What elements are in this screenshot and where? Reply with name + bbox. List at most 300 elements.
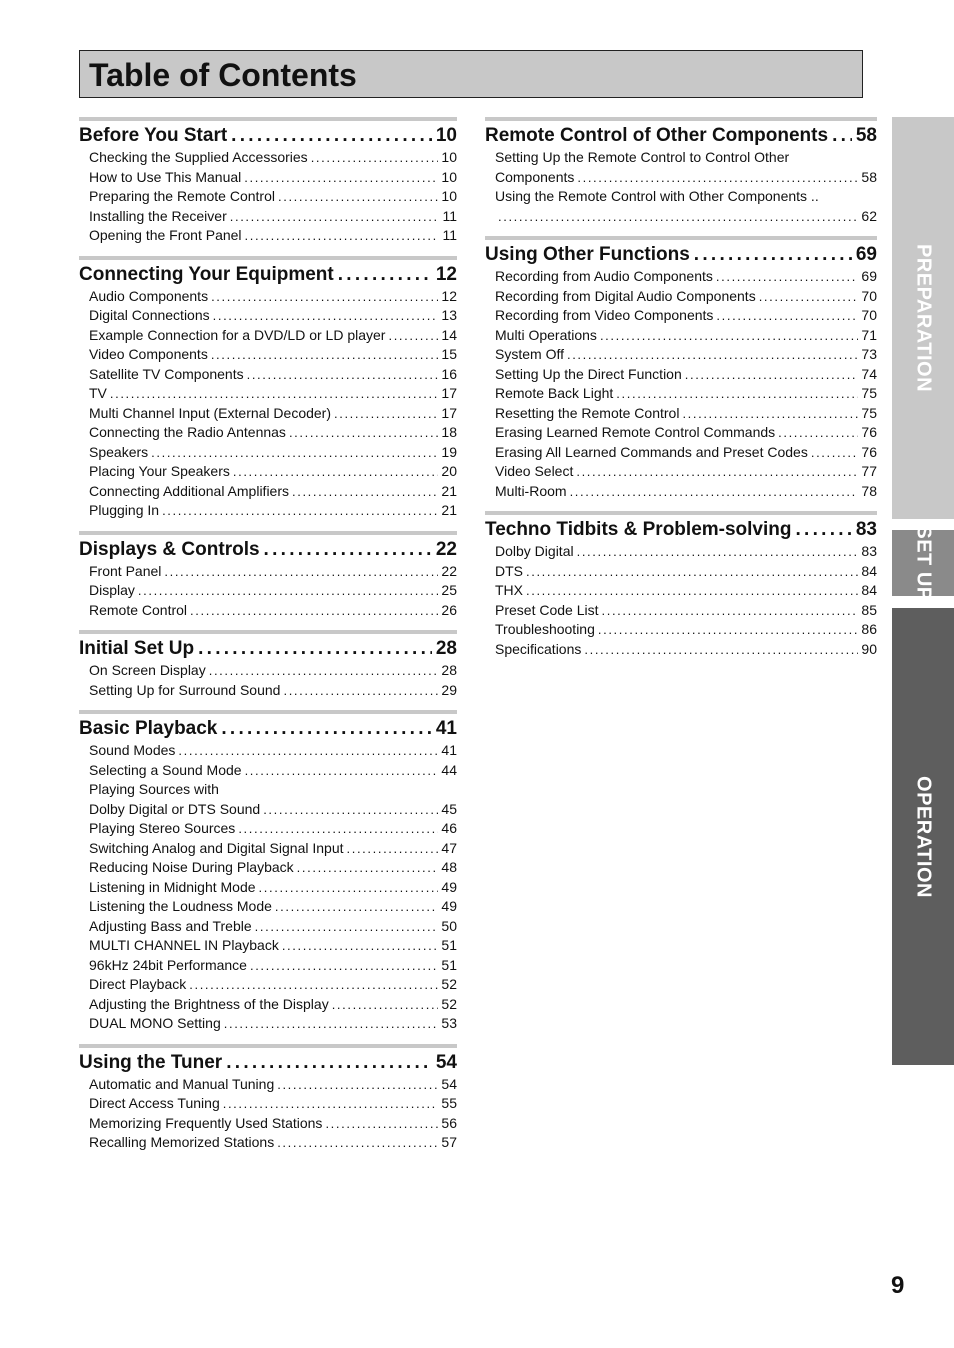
entry-page: 17 [441, 385, 457, 401]
toc-entry[interactable] [89, 345, 457, 365]
entry-title: Using the Remote Control with Other Components .. [495, 188, 819, 204]
dot-leader [263, 800, 438, 820]
dot-leader [577, 542, 859, 562]
toc-entry[interactable] [89, 287, 457, 307]
entry-page: 16 [441, 365, 457, 382]
dot-leader [151, 443, 438, 463]
toc-entry[interactable] [495, 620, 877, 640]
toc-entry[interactable] [89, 917, 457, 937]
section-page: 22 [435, 538, 457, 560]
toc-left-column [79, 117, 457, 1163]
entry-title: Recording from Digital Audio Components [495, 287, 756, 304]
section-page: 10 [435, 125, 457, 146]
entry-title: Playing Stereo Sources [89, 820, 236, 836]
dot-leader [292, 482, 438, 502]
toc-entry[interactable] [495, 326, 877, 346]
toc-entry[interactable] [89, 404, 457, 424]
dot-leader [162, 501, 438, 521]
page-title: Table of Contents [89, 57, 357, 93]
dot-leader [325, 1114, 438, 1134]
dot-leader [245, 226, 440, 246]
toc-entry[interactable] [495, 640, 877, 660]
section-heading[interactable] [485, 518, 877, 542]
entry-page: 51 [441, 956, 457, 973]
section-rule [485, 236, 877, 240]
dot-leader [226, 1051, 432, 1075]
dot-leader [231, 124, 432, 148]
dot-leader [526, 562, 858, 582]
entry-title: System Off [495, 346, 564, 362]
entry-title: Recording from Audio Components [495, 268, 713, 284]
entry-title: Satellite TV Components [89, 365, 244, 382]
toc-entry[interactable] [89, 462, 457, 482]
dot-leader [244, 168, 438, 188]
entry-title: Setting Up the Remote Control to Control Other [495, 149, 790, 165]
toc-entry[interactable] [89, 148, 457, 168]
entry-title: Video Components [89, 346, 208, 362]
section-title: Displays & Controls [79, 538, 260, 560]
dot-leader [584, 640, 858, 660]
section-heading[interactable] [79, 637, 457, 661]
dot-leader [264, 538, 432, 562]
toc-entry[interactable] [89, 839, 457, 859]
toc-entry[interactable] [89, 365, 457, 385]
entry-title: Checking the Supplied Accessories [89, 149, 308, 165]
entry-title: Speakers [89, 443, 149, 460]
section-entries [79, 148, 457, 246]
entry-title: Connecting the Radio Antennas [89, 424, 286, 440]
dot-leader [332, 995, 439, 1015]
entry-page: 70 [861, 307, 877, 323]
toc-entry[interactable] [89, 995, 457, 1015]
tab-preparation[interactable] [892, 117, 954, 519]
section-title: Before You Start [79, 125, 228, 146]
toc-entry[interactable] [89, 681, 457, 701]
entry-page: 44 [441, 761, 457, 778]
entry-page: 47 [441, 839, 457, 856]
toc-entry[interactable] [495, 542, 877, 562]
toc-entry[interactable] [89, 741, 457, 761]
entry-title: TV [89, 385, 107, 401]
toc-entry[interactable] [89, 897, 457, 917]
toc-entry[interactable] [495, 306, 877, 326]
entry-page: 51 [441, 937, 457, 953]
section-entries [485, 148, 877, 226]
section-heading[interactable] [79, 263, 457, 287]
entry-title: Recording from Video Components [495, 307, 714, 323]
toc-entry[interactable] [89, 780, 457, 800]
section-page: 58 [855, 125, 877, 146]
toc-entry[interactable] [89, 306, 457, 326]
section-page: 12 [435, 263, 457, 285]
section-heading[interactable] [485, 124, 877, 148]
entry-title: Example Connection for a DVD/LD or LD player [89, 326, 386, 343]
entry-page: 75 [861, 404, 877, 421]
section-title: Connecting Your Equipment [79, 263, 334, 285]
toc-entry[interactable] [495, 168, 877, 188]
section-page: 54 [435, 1051, 457, 1073]
entry-page: 90 [861, 640, 877, 657]
toc-entry[interactable] [495, 482, 877, 502]
title-banner [79, 50, 863, 98]
toc-entry[interactable] [89, 581, 457, 601]
dot-leader [600, 326, 858, 346]
entry-title: Dolby Digital or DTS Sound [89, 800, 261, 817]
dot-leader [198, 637, 432, 661]
entry-title: Troubleshooting [495, 621, 595, 637]
entry-page: 45 [441, 800, 457, 817]
entry-page: 26 [441, 601, 457, 618]
toc-entry[interactable] [495, 423, 877, 443]
entry-page: 85 [861, 601, 877, 618]
entry-page: 10 [441, 168, 457, 185]
entry-title: Display [89, 582, 135, 598]
section-entries [485, 267, 877, 501]
entry-title: Resetting the Remote Control [495, 404, 680, 421]
entry-page: 75 [861, 385, 877, 401]
toc-entry[interactable] [495, 345, 877, 365]
dot-leader [223, 1094, 439, 1114]
entry-page: 22 [441, 562, 457, 579]
entry-page: 20 [441, 463, 457, 479]
entry-title: DTS [495, 562, 523, 579]
section-heading[interactable] [79, 717, 457, 741]
dot-leader [577, 168, 858, 188]
entry-page: 50 [441, 917, 457, 934]
tab-setup[interactable] [892, 525, 954, 601]
section-title: Using Other Functions [485, 244, 690, 265]
dot-leader [311, 148, 439, 168]
toc-entry[interactable] [495, 443, 877, 463]
entry-title: DUAL MONO Setting [89, 1015, 221, 1031]
entry-title: Listening in Midnight Mode [89, 878, 256, 895]
section-entries [79, 661, 457, 700]
dot-leader [190, 601, 438, 621]
toc-entry[interactable] [89, 936, 457, 956]
section-rule [79, 710, 457, 714]
dot-leader [388, 326, 438, 346]
dot-leader [567, 345, 858, 365]
entry-page: 49 [441, 898, 457, 914]
entry-page: 74 [861, 365, 877, 382]
section-entries [79, 287, 457, 521]
dot-leader [259, 878, 439, 898]
dot-leader [282, 936, 439, 956]
entry-title: Memorizing Frequently Used Stations [89, 1114, 323, 1131]
toc-entry[interactable] [495, 187, 877, 207]
toc-entry[interactable] [89, 975, 457, 995]
dot-leader [526, 581, 858, 601]
section-rule [79, 531, 457, 535]
dot-leader [602, 601, 859, 621]
toc-entry[interactable] [89, 878, 457, 898]
entry-page: 54 [441, 1075, 457, 1092]
dot-leader [796, 518, 852, 542]
dot-leader [278, 187, 438, 207]
section-heading[interactable] [79, 538, 457, 562]
entry-page: 10 [441, 188, 457, 204]
toc-entry[interactable] [89, 1014, 457, 1034]
dot-leader [211, 345, 439, 365]
entry-title: THX [495, 582, 523, 598]
entry-page: 69 [861, 268, 877, 284]
entry-page: 73 [861, 346, 877, 362]
dot-leader [759, 287, 859, 307]
toc-entry[interactable] [89, 226, 457, 246]
dot-leader [576, 462, 858, 482]
dot-leader [224, 1014, 439, 1034]
entry-page: 58 [861, 168, 877, 185]
dot-leader [238, 819, 438, 839]
toc-entry[interactable] [89, 501, 457, 521]
toc-entry[interactable] [89, 482, 457, 502]
tab-preparation-label: PREPARATION [912, 243, 935, 393]
toc-entry[interactable] [89, 187, 457, 207]
section-rule [79, 256, 457, 260]
dot-leader [682, 404, 858, 424]
toc-entry[interactable] [495, 601, 877, 621]
section-entries [79, 562, 457, 621]
entry-page: 29 [441, 681, 457, 698]
toc-entry[interactable] [89, 168, 457, 188]
toc-entry[interactable] [89, 562, 457, 582]
section-rule [79, 117, 457, 121]
toc-right-column [485, 117, 877, 669]
entry-page: 52 [441, 976, 457, 992]
dot-leader [598, 620, 859, 640]
toc-entry[interactable] [89, 761, 457, 781]
toc-entry[interactable] [89, 384, 457, 404]
toc-section [79, 630, 457, 700]
toc-entry[interactable] [495, 287, 877, 307]
entry-title: Preparing the Remote Control [89, 188, 275, 204]
section-heading[interactable] [79, 124, 457, 148]
entry-page: 86 [861, 621, 877, 637]
entry-title: Dolby Digital [495, 543, 574, 559]
entry-title: Video Select [495, 463, 574, 479]
entry-page: 13 [441, 307, 457, 323]
entry-title: Erasing All Learned Commands and Preset Codes [495, 443, 808, 460]
dot-leader [178, 741, 438, 761]
dot-leader [110, 384, 439, 404]
dot-leader [233, 462, 439, 482]
tab-setup-label: SET UP [912, 525, 935, 601]
entry-title: Automatic and Manual Tuning [89, 1075, 275, 1092]
section-title: Remote Control of Other Components [485, 125, 829, 146]
dot-leader [716, 306, 858, 326]
entry-title: Front Panel [89, 562, 162, 579]
section-rule [485, 117, 877, 121]
dot-leader [685, 365, 859, 385]
dot-leader [347, 839, 439, 859]
entry-title: Recalling Memorized Stations [89, 1134, 275, 1150]
toc-entry[interactable] [89, 1133, 457, 1153]
entry-title: Setting Up for Surround Sound [89, 681, 281, 698]
tab-operation[interactable] [892, 608, 954, 1065]
dot-leader [832, 124, 852, 148]
entry-title: On Screen Display [89, 662, 206, 678]
entry-page: 49 [441, 878, 457, 895]
entry-page: 21 [441, 482, 457, 499]
dot-leader [230, 207, 440, 227]
dot-leader [211, 287, 438, 307]
section-title: Techno Tidbits & Problem-solving [485, 519, 792, 540]
entry-title: 96kHz 24bit Performance [89, 956, 247, 973]
toc-entry[interactable] [89, 207, 457, 227]
dot-leader [277, 1133, 438, 1153]
entry-title: MULTI CHANNEL IN Playback [89, 937, 279, 953]
section-title: Using the Tuner [79, 1051, 223, 1073]
toc-section [79, 117, 457, 246]
entry-title: Listening the Loudness Mode [89, 898, 272, 914]
toc-entry[interactable] [89, 1094, 457, 1114]
entry-title: Preset Code List [495, 601, 599, 618]
toc-entry[interactable] [89, 601, 457, 621]
section-title: Basic Playback [79, 718, 218, 739]
entry-page: 77 [861, 463, 877, 479]
dot-leader [297, 858, 439, 878]
entry-title: Multi Channel Input (External Decoder) [89, 404, 332, 421]
entry-page: 84 [861, 582, 877, 598]
entry-title: Setting Up the Direct Function [495, 365, 682, 382]
dot-leader [221, 717, 431, 741]
dot-leader [138, 581, 439, 601]
dot-leader [570, 482, 859, 502]
entry-page: 84 [861, 562, 877, 579]
entry-title: Remote Control [89, 601, 188, 618]
dot-leader [289, 423, 438, 443]
entry-title: Placing Your Speakers [89, 463, 230, 479]
entry-title: Multi-Room [495, 482, 567, 499]
entry-page: 14 [441, 326, 457, 343]
entry-page: 48 [441, 859, 457, 875]
dot-leader [498, 207, 858, 227]
dot-leader [250, 956, 438, 976]
section-rule [79, 630, 457, 634]
dot-leader [245, 761, 439, 781]
toc-entry[interactable] [495, 581, 877, 601]
section-heading[interactable] [79, 1051, 457, 1075]
toc-section [485, 236, 877, 501]
dot-leader [213, 306, 439, 326]
dot-leader [277, 1075, 438, 1095]
entry-title: Specifications [495, 640, 582, 657]
entry-title: Components [495, 168, 575, 185]
section-page: 28 [435, 638, 457, 659]
dot-leader [694, 243, 852, 267]
entry-title: Erasing Learned Remote Control Commands [495, 424, 776, 440]
tab-operation-label: OPERATION [912, 775, 935, 898]
entry-page: 10 [441, 149, 457, 165]
entry-page: 78 [861, 482, 877, 499]
toc-entry[interactable] [89, 800, 457, 820]
toc-entry[interactable] [89, 443, 457, 463]
dot-leader [334, 404, 438, 424]
entry-page: 11 [442, 207, 457, 224]
toc-entry[interactable] [495, 267, 877, 287]
entry-title: Switching Analog and Digital Signal Input [89, 839, 344, 856]
toc-entry[interactable] [89, 858, 457, 878]
entry-title: Digital Connections [89, 307, 210, 323]
entry-page: 25 [441, 582, 457, 598]
toc-section [79, 1044, 457, 1153]
toc-section [485, 511, 877, 659]
toc-entry[interactable] [89, 956, 457, 976]
page-number: 9 [891, 1272, 905, 1299]
toc-entry[interactable] [89, 819, 457, 839]
toc-entry[interactable] [495, 207, 877, 227]
entry-title: Adjusting Bass and Treble [89, 917, 252, 934]
entry-title: Adjusting the Brightness of the Display [89, 995, 329, 1012]
toc-section [485, 117, 877, 226]
toc-section [79, 256, 457, 521]
entry-title: Multi Operations [495, 326, 597, 343]
dot-leader [616, 384, 858, 404]
entry-page: 62 [861, 207, 877, 224]
dot-leader [716, 267, 859, 287]
entry-page: 28 [441, 662, 457, 678]
dot-leader [255, 917, 439, 937]
toc-entry[interactable] [89, 1075, 457, 1095]
entry-page: 57 [441, 1134, 457, 1150]
entry-page: 11 [442, 227, 457, 243]
toc-entry[interactable] [89, 661, 457, 681]
section-page: 69 [855, 244, 877, 265]
entry-title: Audio Components [89, 287, 209, 304]
entry-page: 18 [441, 424, 457, 440]
dot-leader [778, 423, 858, 443]
entry-page: 76 [861, 443, 877, 460]
section-rule [79, 1044, 457, 1048]
entry-page: 55 [441, 1095, 457, 1111]
dot-leader [283, 681, 438, 701]
toc-entry[interactable] [495, 562, 877, 582]
section-entries [79, 1075, 457, 1153]
entry-page: 19 [441, 443, 457, 460]
entry-title: How to Use This Manual [89, 168, 242, 185]
toc-entry[interactable] [495, 404, 877, 424]
entry-title: Direct Playback [89, 976, 187, 992]
entry-title: Playing Sources with [89, 781, 219, 797]
dot-leader [338, 263, 432, 287]
toc-entry[interactable] [89, 326, 457, 346]
dot-leader [811, 443, 859, 463]
toc-entry[interactable] [495, 462, 877, 482]
dot-leader [275, 897, 439, 917]
entry-page: 46 [441, 820, 457, 836]
entry-title: Opening the Front Panel [89, 227, 242, 243]
section-heading[interactable] [485, 243, 877, 267]
section-title: Initial Set Up [79, 638, 195, 659]
toc-entry[interactable] [89, 423, 457, 443]
section-entries [485, 542, 877, 659]
toc-entry[interactable] [495, 148, 877, 168]
entry-page: 41 [441, 742, 457, 758]
entry-page: 76 [861, 424, 877, 440]
toc-entry[interactable] [495, 384, 877, 404]
entry-title: Direct Access Tuning [89, 1095, 220, 1111]
entry-page: 17 [441, 404, 457, 421]
section-page: 41 [435, 718, 457, 739]
entry-title: Reducing Noise During Playback [89, 859, 294, 875]
toc-entry[interactable] [495, 365, 877, 385]
entry-page: 12 [441, 287, 457, 304]
toc-section [79, 710, 457, 1034]
entry-page: 56 [441, 1114, 457, 1131]
toc-entry[interactable] [89, 1114, 457, 1134]
entry-page: 52 [441, 995, 457, 1012]
entry-page: 83 [861, 543, 877, 559]
